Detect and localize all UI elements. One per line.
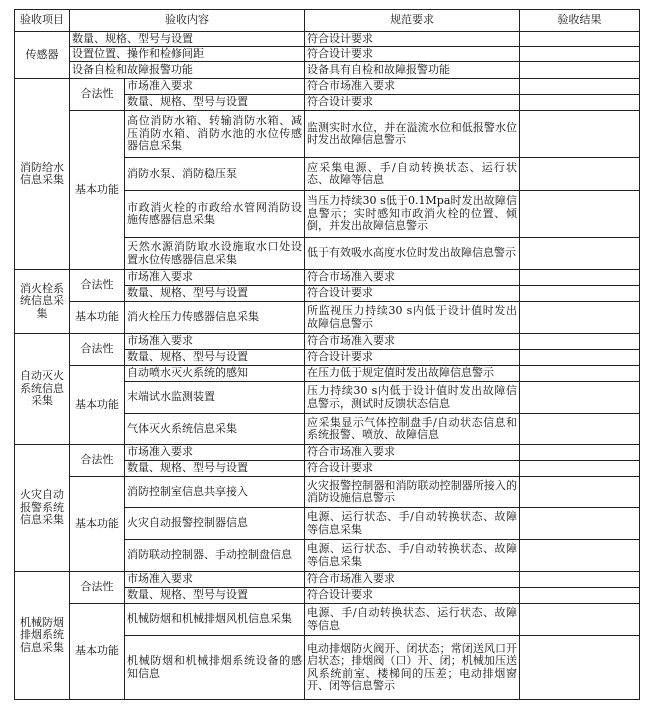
section-label: 机械防烟排烟系统信息采集 xyxy=(15,572,70,700)
result-cell[interactable] xyxy=(520,111,640,158)
result-cell[interactable] xyxy=(520,238,640,270)
result-cell[interactable] xyxy=(520,95,640,111)
content-cell: 机械防烟和机械排烟风机信息采集 xyxy=(125,604,305,636)
content-cell: 消火栓压力传感器信息采集 xyxy=(125,302,305,334)
result-cell[interactable] xyxy=(520,636,640,700)
table-row xyxy=(15,477,640,508)
content-cell: 消防控制室信息共享接入 xyxy=(125,477,305,508)
requirement-cell: 电动排烟防火阀开、闭状态；常闭送风口开启状态；排烟阀（口）开、闭；机械加压送风系统前室、楼梯间的压差；电动排烟窗开、闭等信息警示 xyxy=(305,636,520,700)
result-cell[interactable] xyxy=(520,47,640,62)
requirement-cell: 符合设计要求 xyxy=(305,461,520,477)
requirement-cell: 符合市场准入要求 xyxy=(305,572,520,588)
requirement-cell: 符合设计要求 xyxy=(305,286,520,302)
requirement-cell: 符合设计要求 xyxy=(305,47,520,62)
result-cell[interactable] xyxy=(520,191,640,238)
content-cell: 市场准入要求 xyxy=(125,270,305,286)
result-cell[interactable] xyxy=(520,350,640,366)
section-label: 消火栓系统信息采集 xyxy=(15,270,70,334)
content-cell: 末端试水监测装置 xyxy=(125,382,305,414)
requirement-cell: 符合设计要求 xyxy=(305,32,520,47)
legality-label: 合法性 xyxy=(70,79,125,111)
content-cell: 数量、规格、型号与设置 xyxy=(125,350,305,366)
content-cell: 消防水泵、消防稳压泵 xyxy=(125,158,305,191)
basic-function-label: 基本功能 xyxy=(70,302,125,334)
result-cell[interactable] xyxy=(520,508,640,540)
header-content: 验收内容 xyxy=(70,10,305,32)
requirement-cell: 所监视压力持续30 s内低于设计值时发出故障信息警示 xyxy=(305,302,520,334)
content-cell: 设置位置、操作和检修间距 xyxy=(70,47,305,62)
result-cell[interactable] xyxy=(520,604,640,636)
header-item: 验收项目 xyxy=(15,10,70,32)
requirement-cell: 电源、运行状态、手/自动转换状态、故障等信息采集 xyxy=(305,508,520,540)
content-cell: 气体灭火系统信息采集 xyxy=(125,414,305,445)
content-cell: 数量、规格、型号与设置 xyxy=(125,461,305,477)
legality-label: 合法性 xyxy=(70,445,125,477)
result-cell[interactable] xyxy=(520,588,640,604)
result-cell[interactable] xyxy=(520,286,640,302)
legality-label: 合法性 xyxy=(70,270,125,302)
content-cell: 自动喷水灭火系统的感知 xyxy=(125,366,305,382)
content-cell: 数量、规格、型号与设置 xyxy=(125,286,305,302)
requirement-cell: 符合设计要求 xyxy=(305,350,520,366)
basic-function-label: 基本功能 xyxy=(70,366,125,445)
header-requirement: 规范要求 xyxy=(305,10,520,32)
content-cell: 市场准入要求 xyxy=(125,445,305,461)
table-row xyxy=(15,111,640,158)
legality-label: 合法性 xyxy=(70,334,125,366)
content-cell: 高位消防水箱、转输消防水箱、减压消防水箱、消防水池的水位传感器信息采集 xyxy=(125,111,305,158)
acceptance-table xyxy=(14,9,640,700)
content-cell: 数量、规格、型号与设置 xyxy=(70,32,305,47)
content-cell: 设备自检和故障报警功能 xyxy=(70,62,305,79)
table-row xyxy=(15,302,640,334)
content-cell: 市政消火栓的市政给水管网消防设施传感器信息采集 xyxy=(125,191,305,238)
result-cell[interactable] xyxy=(520,445,640,461)
section-label: 传感器 xyxy=(15,32,70,79)
section-label: 消防给水信息采集 xyxy=(15,79,70,270)
table-row xyxy=(15,366,640,382)
result-cell[interactable] xyxy=(520,32,640,47)
requirement-cell: 低于有效吸水高度水位时发出故障信息警示 xyxy=(305,238,520,270)
requirement-cell: 符合设计要求 xyxy=(305,588,520,604)
result-cell[interactable] xyxy=(520,79,640,95)
result-cell[interactable] xyxy=(520,540,640,572)
requirement-cell: 电源、手/自动转换状态、运行状态、故障等信息 xyxy=(305,604,520,636)
section-label: 火灾自动报警系统信息采集 xyxy=(15,445,70,572)
content-cell: 火灾自动报警控制器信息 xyxy=(125,508,305,540)
content-cell: 消防联动控制器、手动控制盘信息 xyxy=(125,540,305,572)
content-cell: 数量、规格、型号与设置 xyxy=(125,95,305,111)
table-row xyxy=(15,62,640,79)
content-cell: 天然水源消防取水设施取水口处设置水位传感器信息采集 xyxy=(125,238,305,270)
result-cell[interactable] xyxy=(520,572,640,588)
table-row xyxy=(15,334,640,350)
content-cell: 市场准入要求 xyxy=(125,79,305,95)
header-row xyxy=(15,10,640,32)
requirement-cell: 压力持续30 s内低于设计值时发出故障信息警示，测试时反馈状态信息 xyxy=(305,382,520,414)
result-cell[interactable] xyxy=(520,62,640,79)
table-row xyxy=(15,32,640,47)
requirement-cell: 在压力低于规定值时发出故障信息警示 xyxy=(305,366,520,382)
table-row xyxy=(15,47,640,62)
result-cell[interactable] xyxy=(520,414,640,445)
result-cell[interactable] xyxy=(520,334,640,350)
requirement-cell: 监测实时水位，并在溢流水位和低报警水位时发出故障信息警示 xyxy=(305,111,520,158)
content-cell: 市场准入要求 xyxy=(125,572,305,588)
table-row xyxy=(15,604,640,636)
basic-function-label: 基本功能 xyxy=(70,477,125,572)
basic-function-label: 基本功能 xyxy=(70,604,125,700)
result-cell[interactable] xyxy=(520,382,640,414)
content-cell: 数量、规格、型号与设置 xyxy=(125,588,305,604)
table-row xyxy=(15,79,640,95)
table-row xyxy=(15,445,640,461)
requirement-cell: 电源、运行状态、手/自动转换状态、故障等信息采集 xyxy=(305,540,520,572)
requirement-cell: 应采集电源、手/自动转换状态、运行状态、故障等信息 xyxy=(305,158,520,191)
requirement-cell: 符合设计要求 xyxy=(305,95,520,111)
table-row xyxy=(15,572,640,588)
header-result: 验收结果 xyxy=(520,10,640,32)
result-cell[interactable] xyxy=(520,270,640,286)
legality-label: 合法性 xyxy=(70,572,125,604)
requirement-cell: 符合市场准入要求 xyxy=(305,334,520,350)
requirement-cell: 当压力持续30 s低于0.1Mpa时发出故障信息警示；实时感知市政消火栓的位置、倾倒，并发出故障信息警示 xyxy=(305,191,520,238)
table-row xyxy=(15,270,640,286)
requirement-cell: 符合市场准入要求 xyxy=(305,270,520,286)
result-cell[interactable] xyxy=(520,461,640,477)
requirement-cell: 符合市场准入要求 xyxy=(305,445,520,461)
result-cell[interactable] xyxy=(520,158,640,191)
result-cell[interactable] xyxy=(520,302,640,334)
requirement-cell: 应采集显示气体控制盘手/自动状态信息和系统报警、喷放、故障信息 xyxy=(305,414,520,445)
result-cell[interactable] xyxy=(520,366,640,382)
requirement-cell: 设备具有自检和故障报警功能 xyxy=(305,62,520,79)
content-cell: 市场准入要求 xyxy=(125,334,305,350)
content-cell: 机械防烟和机械排烟系统设备的感知信息 xyxy=(125,636,305,700)
result-cell[interactable] xyxy=(520,477,640,508)
requirement-cell: 符合市场准入要求 xyxy=(305,79,520,95)
basic-function-label: 基本功能 xyxy=(70,111,125,270)
requirement-cell: 火灾报警控制器和消防联动控制器所接入的消防设施信息警示 xyxy=(305,477,520,508)
section-label: 自动灭火系统信息采集 xyxy=(15,334,70,445)
